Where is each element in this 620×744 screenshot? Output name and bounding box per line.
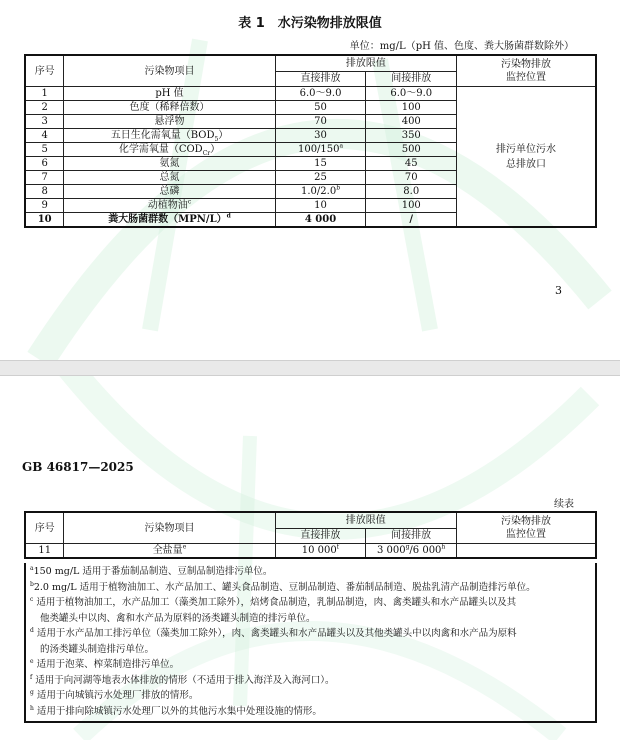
footnote-continuation: 他类罐头中以肉、禽和水产品为原料的汤类罐头制造的排污单位。 — [40, 612, 316, 624]
row-seq: 10 — [25, 213, 64, 228]
header-limit: 排放限值 — [275, 512, 456, 528]
footnote-mark: b — [30, 580, 34, 588]
row-direct — [275, 185, 366, 199]
footnote — [30, 564, 591, 580]
row-item — [64, 213, 275, 228]
row-direct: 10 — [275, 199, 366, 213]
indirect-b-sup: h — [441, 543, 446, 551]
row-seq: 11 — [25, 544, 64, 559]
row-direct: 50 — [275, 101, 366, 115]
direct-text: 10 000 — [301, 545, 337, 556]
monitor-line2: 总排放口 — [506, 158, 547, 170]
header-item: 污染物项目 — [64, 55, 275, 87]
row-indirect: 500 — [366, 143, 457, 157]
row-direct: 70 — [275, 115, 366, 129]
unit-note: 单位：mg/L（pH 值、色度、粪大肠菌群数除外） — [349, 41, 574, 52]
row-indirect: / — [366, 213, 457, 228]
monitor-location — [457, 87, 596, 228]
page-number: 3 — [555, 284, 562, 297]
row-seq: 1 — [25, 87, 64, 101]
header-monitor-line2: 监控位置 — [506, 72, 547, 83]
row-direct: 30 — [275, 129, 366, 143]
row-seq: 4 — [25, 129, 64, 143]
emission-limits-table-continued — [24, 511, 597, 559]
row-item — [64, 129, 275, 143]
item-text: 全盐量 — [152, 545, 183, 556]
row-monitor — [457, 544, 597, 559]
header-item: 污染物项目 — [64, 512, 275, 544]
row-seq: 3 — [25, 115, 64, 129]
row-item — [64, 199, 275, 213]
footnote-text: 适用于水产品加工排污单位（藻类加工除外），肉、禽类罐头和水产品罐头以及其他类罐头中以肉禽和水产品为原料 — [33, 628, 517, 639]
direct-sup: f — [336, 543, 340, 551]
row-item: 总磷 — [64, 185, 275, 199]
page-top — [0, 0, 620, 360]
page-bottom — [0, 376, 620, 740]
footnote-text: 适用于泡菜、榨菜制造排污单位。 — [33, 659, 180, 670]
item-sup: e — [182, 543, 187, 551]
table-footnotes — [24, 563, 597, 723]
header-monitor-line2: 监控位置 — [506, 529, 546, 540]
header-monitor-line1: 污染物排放 — [501, 59, 552, 70]
row-indirect: 350 — [366, 129, 457, 143]
header-row — [25, 512, 596, 528]
row-indirect: 8.0 — [366, 185, 457, 199]
row-item — [64, 544, 275, 559]
row-indirect: 70 — [366, 171, 457, 185]
footnote — [30, 673, 591, 689]
row-seq: 8 — [25, 185, 64, 199]
footnote-text: 适用于排向除城镇污水处理厂以外的其他污水集中处理设施的情形。 — [33, 705, 322, 717]
emission-limits-table — [24, 54, 597, 228]
row-direct: 6.0～9.0 — [275, 87, 366, 101]
item-tail: ） — [210, 144, 221, 155]
row-indirect: 100 — [366, 101, 457, 115]
row-seq: 5 — [25, 143, 64, 157]
footnote-text: 150 mg/L 适用于番茄制品制造、豆制品制造排污单位。 — [33, 566, 273, 577]
page-separator — [0, 360, 620, 376]
footnote-mark: f — [30, 673, 33, 681]
item-sub: 5 — [214, 136, 219, 143]
row-seq: 2 — [25, 101, 64, 115]
row-item: 悬浮物 — [64, 115, 275, 129]
header-indirect: 间接排放 — [366, 528, 457, 543]
row-seq: 9 — [25, 199, 64, 213]
footnote — [30, 626, 591, 642]
row-indirect: 45 — [366, 157, 457, 171]
footnote — [30, 580, 591, 596]
row-direct: 4 000 — [275, 213, 366, 228]
footnote-mark: e — [30, 657, 34, 665]
table-title: 表 1 水污染物排放限值 — [238, 16, 382, 31]
footnote — [30, 688, 591, 704]
item-text: 五日生化需氧量（BOD — [110, 130, 215, 141]
item-sup: c — [187, 198, 192, 206]
footnote — [30, 595, 591, 611]
row-direct: 25 — [275, 171, 366, 185]
item-text: 粪大肠菌群数（MPN/L） — [108, 214, 227, 225]
row-item: 色度（稀释倍数） — [64, 101, 275, 115]
table-row — [25, 544, 596, 559]
indirect-a: 3 000 — [376, 545, 406, 556]
footnote-text: 适用于向城镇污水处理厂排放的情形。 — [33, 690, 199, 701]
row-item — [64, 143, 275, 157]
row-item: 氨氮 — [64, 157, 275, 171]
header-row — [25, 55, 596, 71]
direct-text: 100/150 — [297, 144, 340, 155]
header-monitor — [457, 512, 597, 544]
footnote-continuation: 的汤类罐头制造排污单位。 — [40, 643, 155, 655]
header-monitor-line1: 污染物排放 — [501, 516, 551, 527]
footnote-mark: c — [30, 595, 34, 603]
row-indirect: 100 — [366, 199, 457, 213]
footnote — [30, 657, 591, 673]
indirect-b: /6 000 — [409, 545, 442, 556]
row-indirect: 400 — [366, 115, 457, 129]
item-text: 化学需氧量（COD — [118, 144, 203, 155]
header-seq: 序号 — [25, 55, 64, 87]
footnote — [30, 704, 591, 720]
footnote-mark: h — [30, 704, 34, 712]
standard-code: GB 46817—2025 — [22, 460, 134, 474]
direct-sup: a — [339, 142, 344, 150]
row-item: pH 值 — [64, 87, 275, 101]
item-sub: Cr — [202, 150, 211, 157]
footnote-mark: a — [30, 564, 34, 572]
header-indirect: 间接排放 — [366, 71, 457, 86]
footnote-mark: d — [30, 626, 34, 634]
row-item: 总氮 — [64, 171, 275, 185]
continued-label: 续表 — [554, 499, 574, 510]
header-direct: 直接排放 — [275, 71, 366, 86]
footnote-mark: g — [30, 688, 34, 696]
row-indirect: 6.0～9.0 — [366, 87, 457, 101]
monitor-line1: 排污单位污水 — [496, 143, 557, 155]
footnote-text: 适用于植物油加工，水产品加工（藻类加工除外），焙烤食品制造，乳制品制造，肉、禽类罐头和水产品罐头以及其 — [33, 597, 517, 608]
row-direct — [275, 544, 366, 559]
header-direct: 直接排放 — [275, 528, 366, 543]
item-text: 动植物油 — [147, 200, 188, 211]
header-limit: 排放限值 — [275, 55, 456, 71]
direct-text: 1.0/2.0 — [301, 186, 337, 197]
row-indirect — [366, 544, 457, 559]
header-seq: 序号 — [25, 512, 64, 544]
indirect-a-sup: g — [405, 543, 410, 551]
row-seq: 6 — [25, 157, 64, 171]
row-direct: 15 — [275, 157, 366, 171]
item-tail: ） — [218, 130, 229, 141]
footnote-text: 适用于向河湖等地表水体排放的情形（不适用于排入海洋及入海河口）。 — [32, 674, 335, 686]
direct-sup: b — [336, 184, 341, 192]
header-monitor — [457, 55, 596, 87]
footnote-text: 2.0 mg/L 适用于植物油加工、水产品加工、罐头食品制造、豆制品制造、番茄制品制造、脱盐乳清产品制造排污单位。 — [33, 581, 536, 593]
row-seq: 7 — [25, 171, 64, 185]
row-direct — [275, 143, 366, 157]
table-row — [25, 87, 596, 101]
item-sup: d — [226, 212, 231, 220]
